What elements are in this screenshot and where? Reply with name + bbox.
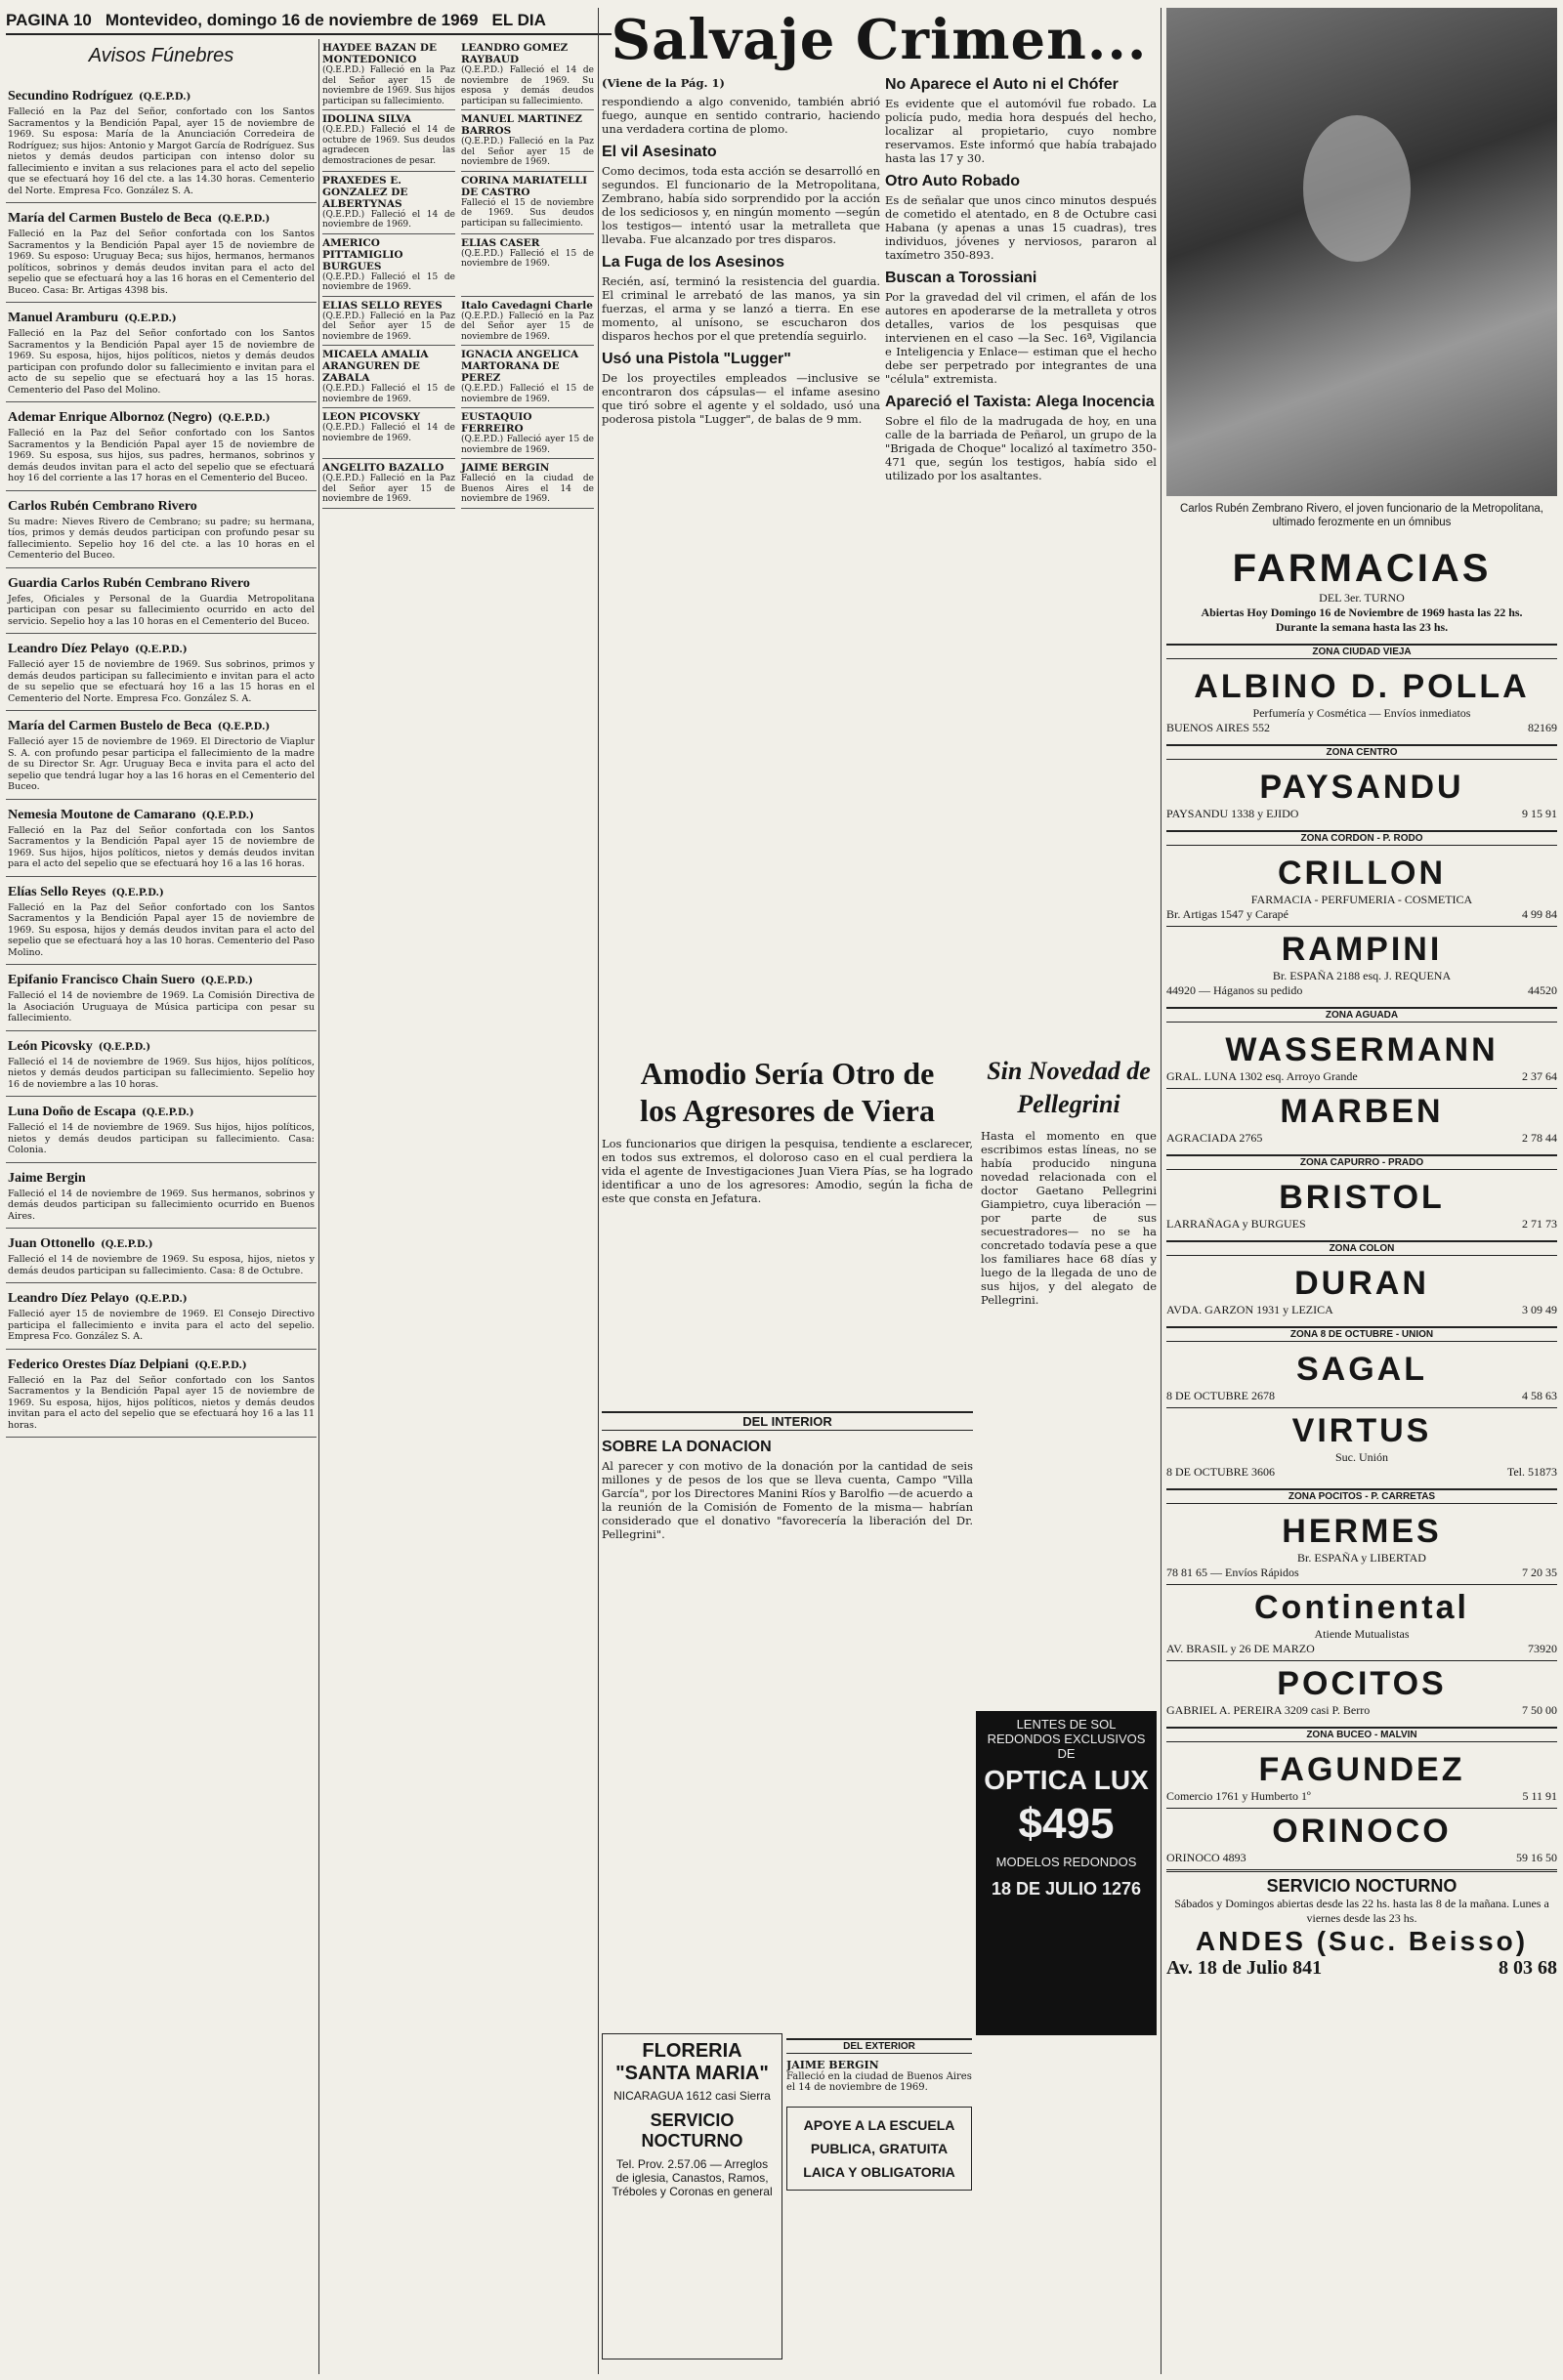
rip-tag: (Q.E.P.D.) (124, 313, 177, 324)
zone-label: ZONA CIUDAD VIEJA (1166, 644, 1557, 659)
nocturno-box (1166, 1869, 1557, 1983)
optica-tagline: LENTES DE SOL REDONDOS EXCLUSIVOS DE (987, 1717, 1146, 1761)
amodio-title-2: los Agresores de Viera (640, 1093, 935, 1128)
pharmacy-contact (1166, 1642, 1557, 1656)
obituary-header (8, 572, 315, 592)
small-obituary-notice (322, 110, 455, 172)
floreria-address: NICARAGUA 1612 casi Sierra (613, 2089, 771, 2103)
obituary-text: Falleció en la Paz del Señor confortado con los Santos Sacramentos y la Bendición Papal ayer 15 de noviembre de 1969. Su esposa, hijos y demás deudos invitan para el acto del sepelio que se efectuará hoy a las 10 horas. Cementerio del Paso Molino. (8, 901, 315, 958)
rip-tag: (Q.E.P.D.) (138, 92, 191, 103)
deceased-name: María del Carmen Bustelo de Beca (8, 719, 212, 733)
escuela-ad: APOYE A LA ESCUELA PUBLICA, GRATUITA LAICA Y OBLIGATORIA (786, 2107, 972, 2191)
continued-from: (Viene de la Pág. 1) (602, 76, 725, 90)
pharmacy-subtitle: Br. ESPAÑA y LIBERTAD (1297, 1551, 1426, 1565)
pharmacy-entry (1166, 1261, 1557, 1321)
rip-tag: (Q.E.P.D.) (101, 1239, 153, 1250)
pharmacy-name: MARBEN (1280, 1093, 1444, 1130)
pharmacy-phone: 2 78 44 (1522, 1131, 1557, 1145)
pharmacy-address: 44920 — Háganos su pedido (1166, 983, 1303, 997)
article-paragraph: De los proyectiles empleados —inclusive se encontraron dos cápsulas— el infame asesino que tiró sobre el agente y el soldado, usó una poderosa pistola "Lugger", de balas de 9 mm. (602, 371, 880, 426)
deceased-name: MANUEL MARTINEZ BARROS (461, 113, 582, 137)
obituary-header (8, 1232, 315, 1252)
pharmacy-phone: 7 20 35 (1522, 1566, 1557, 1579)
rip-tag: (Q.E.P.D.) (135, 645, 188, 655)
obituary-text: Falleció el 14 de noviembre de 1969. La Comisión Directiva de la Asociación Uruguaya de Música participa con pesar su fallecimiento. (8, 990, 315, 1023)
rip-tag: (Q.E.P.D.) (98, 1041, 151, 1053)
small-obituary-notice (461, 346, 594, 408)
obituary-header (8, 406, 315, 426)
pharmacy-contact (1166, 721, 1557, 735)
pharmacy-entry (1166, 664, 1557, 739)
paper-name: EL DIA (491, 11, 546, 29)
pharmacy-phone: 2 71 73 (1522, 1217, 1557, 1231)
obituary-notice (6, 402, 317, 491)
pharmacy-name: ORINOCO (1272, 1813, 1452, 1850)
small-obituary-notice (461, 408, 594, 459)
optica-name: OPTICA LUX (984, 1765, 1149, 1795)
pharmacy-contact (1166, 1389, 1557, 1403)
pharmacy-name: DURAN (1294, 1265, 1429, 1302)
zone-label: ZONA BUCEO - MALVIN (1166, 1727, 1557, 1742)
pharmacy-phone: 9 15 91 (1522, 807, 1557, 820)
obituary-text: Falleció ayer 15 de noviembre de 1969. El Directorio de Viaplur S. A. con profundo pesar participa el fallecimiento de la madre de su Director Sr. Agr. Uruguay Beca e invita para el acto del sepelio que tendrá lugar hoy a las 16 horas en el Cementerio del Buceo. (8, 736, 315, 792)
dateline: Montevideo, domingo 16 de noviembre de 1969 (105, 11, 479, 29)
zone-label: ZONA 8 DE OCTUBRE - UNION (1166, 1326, 1557, 1342)
pharmacy-contact (1166, 1789, 1557, 1804)
pharmacy-entry (1166, 926, 1557, 1002)
obituary-header (8, 85, 315, 104)
article-paragraph: Sobre el filo de la madrugada de hoy, en una calle de la barriada de Peñarol, un grupo de la "Brigada de Choque" localizó al taxímetro 350-471 que, según los testigos, había sido el utilizado por los asaltantes. (885, 414, 1157, 482)
obituary-notice (6, 711, 317, 800)
deceased-name: ELIAS SELLO REYES (322, 299, 443, 312)
deceased-name: Guardia Carlos Rubén Cembrano Rivero (8, 575, 250, 591)
pharmacy-name: HERMES (1282, 1513, 1442, 1550)
rip-tag: (Q.E.P.D.) (194, 1359, 247, 1371)
pharmacy-list (1166, 644, 1557, 1869)
obituary-notice (6, 1163, 317, 1230)
obituary-header (8, 1354, 315, 1373)
rip-tag: (Q.E.P.D.) (201, 810, 254, 821)
obituary-text: (Q.E.P.D.) Falleció el 14 de noviembre de 1969. (322, 423, 455, 443)
pharmacy-subtitle: Suc. Unión (1335, 1450, 1388, 1464)
obituary-header (8, 1101, 315, 1120)
pharmacy-phone: 73920 (1528, 1642, 1557, 1655)
obituary-header (8, 804, 315, 823)
exterior-text: Falleció en la ciudad de Buenos Aires el 14 de noviembre de 1969. (786, 2071, 972, 2093)
bottom-ads (602, 1717, 1157, 2359)
pharmacy-name: SAGAL (1296, 1351, 1427, 1388)
obituary-text: (Q.E.P.D.) Falleció en la Paz del Señor ayer 15 de noviembre de 1969. (322, 474, 455, 504)
column-rule (1161, 8, 1162, 2374)
obituary-notice (6, 303, 317, 402)
small-obituary-notice (461, 234, 594, 297)
main-headline: Salvaje Crimen... (611, 8, 1148, 72)
deceased-name: ELIAS CASER (461, 236, 540, 249)
pharmacy-phone: Tel. 51873 (1506, 1465, 1557, 1479)
deceased-name: JAIME BERGIN (461, 462, 550, 474)
andes-name: ANDES (Suc. Beisso) (1195, 1926, 1529, 1956)
rip-tag: (Q.E.P.D.) (111, 887, 164, 898)
obituary-notice (6, 634, 317, 711)
pharmacy-name: ALBINO D. POLLA (1194, 668, 1530, 705)
floreria-ad (602, 2033, 782, 2359)
obituary-text: Falleció el 14 de noviembre de 1969. Su esposa, hijos, nietos y demás deudos participan su fallecimiento. Casa: 8 de Octubre. (8, 1254, 315, 1276)
deceased-name: AMERICO PITTAMIGLIO BURGUES (322, 236, 403, 272)
pharmacy-address: GABRIEL A. PEREIRA 3209 casi P. Berro (1166, 1703, 1371, 1717)
obituaries-title: Avisos Fúnebres (88, 45, 234, 66)
zone-label: ZONA CENTRO (1166, 744, 1557, 760)
pharmacy-address: PAYSANDU 1338 y EJIDO (1166, 807, 1299, 820)
pharmacy-contact (1166, 907, 1557, 922)
pharmacy-address: AV. BRASIL y 26 DE MARZO (1166, 1642, 1315, 1655)
small-obituary-notice (322, 172, 455, 234)
deceased-name: Italo Cavedagni Charle (461, 299, 593, 312)
farmacias-info-2: Durante la semana hasta las 23 hs. (1275, 620, 1449, 634)
exterior-section (786, 2033, 972, 2346)
obituary-text: (Q.E.P.D.) Falleció el 14 de noviembre de 1969. Su esposa y demás deudos participan su fallecimiento. (461, 65, 594, 106)
obituary-header (8, 307, 315, 326)
photo-caption: Carlos Rubén Zembrano Rivero, el joven funcionario de la Metropolitana, ultimado ferozmente en un ómnibus (1179, 503, 1544, 528)
pharmacy-entry (1166, 1660, 1557, 1722)
interior-text: Al parecer y con motivo de la donación por la cantidad de seis millones y de pesos de los que se lleva cuenta, Campo "Villa García", por los Directores Manini Ríos y Barolfio —de acuerdo a la reunión de la Comisión de Fomento de la misma— habrían considerado que el donativo "favorecería la liberación del Dr. Pellegrini". (602, 1459, 973, 1541)
pharmacy-entry (1166, 1088, 1557, 1149)
pharmacy-address: ORINOCO 4893 (1166, 1851, 1246, 1864)
subhead-torossiani: Buscan a Torossiani (885, 270, 1037, 286)
pellegrini-article (981, 1055, 1157, 1602)
interior-title: DEL INTERIOR (602, 1411, 973, 1431)
obituary-header (8, 638, 315, 657)
pharmacy-entry (1166, 851, 1557, 926)
article-lead: respondiendo a algo convenido, también abrió fuego, aunque en sentido contrario, haciendo una verdadera cortina de plomo. (602, 95, 880, 136)
deceased-name: Carlos Rubén Cembrano Rivero (8, 498, 197, 514)
small-obituary-notice (461, 297, 594, 347)
andes-phone: 8 03 68 (1499, 1957, 1557, 1979)
obituary-header (8, 1287, 315, 1307)
deceased-name: Elías Sello Reyes (8, 884, 106, 899)
deceased-name: MICAELA AMALIA ARANGUREN DE ZABALA (322, 349, 429, 384)
deceased-name: María del Carmen Bustelo de Beca (8, 211, 212, 226)
pharmacy-name: VIRTUS (1291, 1412, 1432, 1449)
pharmacy-phone: 44520 (1528, 983, 1557, 997)
pharmacy-phone: 59 16 50 (1516, 1851, 1557, 1864)
rip-tag: (Q.E.P.D.) (217, 214, 271, 225)
interior-section (602, 1406, 973, 1992)
article-paragraph: Por la gravedad del vil crimen, el afán de los autores en apoderarse de la metralleta y otros detalles, varios de los pesquisas que intervienen en el caso —la Sec. 16ª, Vigilancia e Inteligencia y Enlace— estiman que el hecho debe ser perpetrado por integrantes de una "célula" extremista. (885, 290, 1157, 386)
column-rule (598, 8, 599, 2374)
zone-label: ZONA CAPURRO - PRADO (1166, 1154, 1557, 1170)
deceased-name: LEANDRO GOMEZ RAYBAUD (461, 42, 569, 65)
deceased-name: Juan Ottonello (8, 1236, 96, 1251)
pharmacy-contact (1166, 1131, 1557, 1146)
small-notices-grid (322, 39, 594, 509)
pharmacy-entry (1166, 1509, 1557, 1584)
pharmacy-phone: 5 11 91 (1522, 1789, 1557, 1803)
pharmacy-name: CRILLON (1277, 855, 1447, 892)
pharmacy-phone: 7 50 00 (1522, 1703, 1557, 1717)
obituary-text: (Q.E.P.D.) Falleció en la Paz del Señor ayer 15 de noviembre de 1969. (322, 311, 455, 342)
farmacias-title: FARMACIAS (1232, 547, 1492, 590)
obituary-header (8, 1035, 315, 1055)
deceased-name: HAYDEE BAZAN DE MONTEDONICO (322, 42, 438, 65)
obituary-notice (6, 1283, 317, 1350)
rip-tag: (Q.E.P.D.) (218, 413, 271, 424)
amodio-title-1: Amodio Sería Otro de (640, 1056, 935, 1091)
obituary-text: Falleció en la Paz del Señor confortada con los Santos Sacramentos y la Bendición Papal ayer 15 de noviembre de 1969. Sus hijos, hijos políticos, nietos y demás deudos invitan para el acto del sepelio que se efectuará hoy 16 a las 16 horas. (8, 824, 315, 869)
subhead-vil-asesinato: El vil Asesinato (602, 144, 717, 160)
small-obituary-notice (322, 408, 455, 459)
obituary-text: (Q.E.P.D.) Falleció en la Paz del Señor ayer 15 de noviembre de 1969. (461, 137, 594, 167)
small-obituary-notice (322, 297, 455, 347)
obituary-notice (6, 568, 317, 635)
obituary-notice (6, 203, 317, 303)
pharmacy-address: LARRAÑAGA y BURGUES (1166, 1217, 1306, 1231)
obituary-notice (6, 877, 317, 966)
pharmacy-address: 8 DE OCTUBRE 3606 (1166, 1465, 1275, 1479)
pharmacy-phone: 3 09 49 (1522, 1303, 1557, 1316)
optica-address: 18 DE JULIO 1276 (991, 1879, 1142, 1899)
pharmacy-contact (1166, 1566, 1557, 1580)
exterior-name: JAIME BERGIN (786, 2059, 879, 2071)
obituary-notice (6, 1097, 317, 1163)
article-paragraph: Es de señalar que unos cinco minutos después de cometido el atentado, en 8 de Octubre casi Habana (y apenas a unas 15 cuadras), tres individuos, jóvenes y nerviosos, pararon al taxímetro 350-893. (885, 193, 1157, 262)
interior-subhead: SOBRE LA DONACION (602, 1439, 772, 1455)
pharmacy-contact (1166, 1069, 1557, 1084)
floreria-phone: Tel. Prov. 2.57.06 — Arreglos de iglesia, Canastos, Ramos, Tréboles y Coronas en general (612, 2157, 773, 2198)
zone-label: ZONA CORDON - P. RODO (1166, 830, 1557, 846)
obituary-notice (6, 800, 317, 877)
exterior-title: DEL EXTERIOR (786, 2038, 972, 2054)
deceased-name: CORINA MARIATELLI DE CASTRO (461, 174, 588, 198)
pharmacy-subtitle: Br. ESPAÑA 2188 esq. J. REQUENA (1272, 969, 1452, 982)
pharmacy-name: Continental (1254, 1589, 1469, 1626)
pharmacy-address: Comercio 1761 y Humberto 1º (1166, 1789, 1311, 1803)
floreria-service: SERVICIO NOCTURNO (641, 2110, 743, 2150)
small-obituary-notice (322, 346, 455, 408)
deceased-name: Leandro Díez Pelayo (8, 1291, 130, 1306)
pharmacy-name: RAMPINI (1281, 931, 1443, 968)
obituary-text: Falleció ayer 15 de noviembre de 1969. El Consejo Directivo participa el fallecimiento e invita para el acto del sepelio. Empresa Fco. González S. A. (8, 1309, 315, 1342)
zone-label: ZONA POCITOS - P. CARRETAS (1166, 1488, 1557, 1504)
andes-address: Av. 18 de Julio 841 (1166, 1957, 1323, 1979)
pharmacy-contact (1166, 807, 1557, 821)
small-obituary-notice (461, 110, 594, 172)
farmacias-info-1: Abiertas Hoy Domingo 16 de Noviembre de 1969 hasta las 22 hs. (1201, 605, 1523, 619)
pharmacy-phone: 2 37 64 (1522, 1069, 1557, 1083)
obituary-notice (6, 491, 317, 568)
pharmacy-address: BUENOS AIRES 552 (1166, 721, 1271, 734)
pharmacy-name: BRISTOL (1279, 1179, 1445, 1216)
amodio-article (602, 1055, 973, 1387)
pharmacy-subtitle: FARMACIA - PERFUMERIA - COSMETICA (1250, 893, 1473, 906)
deceased-name: León Picovsky (8, 1038, 93, 1054)
obituary-notice (6, 1031, 317, 1098)
pharmacy-contact (1166, 1217, 1557, 1232)
deceased-name: Federico Orestes Díaz Delpiani (8, 1357, 190, 1372)
article-paragraph: Recién, así, terminó la resistencia del guardia. El criminal le arrebató de las manos, ya sin fuerzas, el arma y se lanzó a tierra. En ese momento, al unísono, se escucharon dos disparos hechos por el que pretendía seguirlo. (602, 274, 880, 343)
pharmacy-phone: 82169 (1528, 721, 1557, 734)
article-column-left (602, 76, 880, 1053)
optica-ad (976, 1711, 1157, 2035)
obituary-text: (Q.E.P.D.) Falleció el 15 de noviembre de 1969. (461, 384, 594, 404)
obituary-header (8, 207, 315, 227)
pellegrini-title: Sin Novedad de Pellegrini (987, 1057, 1151, 1118)
obituary-text: Falleció en la Paz del Señor confortada con los Santos Sacramentos y la Bendición Papal ayer 15 de noviembre de 1969. Su esposo: Uruguay Beca; sus hijos, hermanos, hermanos políticos, sobrinos y demás deudos invitan para el acto del sepelio que se efectuará hoy a las 16 horas en el Cementerio del Buceo. Casa: Br. Artigas 4398 bis. (8, 229, 315, 296)
pharmacy-entry (1166, 1175, 1557, 1235)
optica-models: MODELOS REDONDOS (995, 1855, 1137, 1869)
subhead-otro-auto: Otro Auto Robado (885, 173, 1021, 189)
article-paragraph: Es evidente que el automóvil fue robado. La policía pudo, media hora después del hecho, localizar al propietario, cuyo nombre reservamos. Este informó que había trabajado hasta las 17 y 30. (885, 97, 1157, 165)
floreria-name: FLORERIA "SANTA MARIA" (615, 2040, 769, 2084)
deceased-name: LEON PICOVSKY (322, 411, 420, 423)
obituary-notice (6, 965, 317, 1031)
farmacias-turno: DEL 3er. TURNO (1319, 591, 1405, 605)
deceased-name: PRAXEDES E. GONZALEZ DE ALBERTYNAS (322, 174, 408, 210)
small-obituary-notice (461, 459, 594, 509)
deceased-name: EUSTAQUIO FERREIRO (461, 411, 532, 435)
pharmacy-name: PAYSANDU (1259, 769, 1464, 806)
obituary-text: (Q.E.P.D.) Falleció el 15 de noviembre de 1969. (461, 248, 594, 269)
page-header (6, 8, 612, 35)
small-obituary-notice (322, 234, 455, 297)
subhead-fuga: La Fuga de los Asesinos (602, 254, 785, 271)
obituary-text: Falleció en la Paz del Señor, confortado con los Santos Sacramentos y la Bendición Papal, ayer 15 de noviembre de 1969. Su esposa: María de la Anunciación Corredeira de Rodríguez; sus hijos: Antonio y Margot García de Rodríguez. Sus nietos y demás deudos participan con intenso dolor su fallecimiento e invitan a sus relaciones para el acto del sepelio que se efectuará hoy 16 del cte. a las 14.30 horas. Cementerio del Norte. Empresa Fco. González S. A. (8, 106, 315, 196)
obituary-text: (Q.E.P.D.) Falleció en la Paz del Señor ayer 15 de noviembre de 1969. Sus hijos participan su fallecimiento. (322, 65, 455, 106)
rip-tag: (Q.E.P.D.) (200, 976, 253, 986)
nocturno-text: Sábados y Domingos abiertas desde las 22 hs. hasta las 8 de la mañana. Lunes a viernes desde las 23 hs. (1174, 1897, 1549, 1925)
obituary-text: Falleció en la ciudad de Buenos Aires el 14 de noviembre de 1969. (461, 474, 594, 504)
obituary-text: Su madre: Nieves Rivero de Cembrano; su padre; su hermana, tíos, primos y demás deudos participan con profundo pesar su fallecimiento. Sepelio hoy 16 del cte. a las 10 horas en el Cementerio del Buceo. (8, 516, 315, 561)
small-obituary-notice (461, 39, 594, 110)
obituary-text: Falleció el 14 de noviembre de 1969. Sus hermanos, sobrinos y demás deudos participan su fallecimiento ocurrido en Buenos Aires. (8, 1188, 315, 1222)
small-obituary-notice (322, 39, 455, 110)
zone-label: ZONA COLON (1166, 1240, 1557, 1256)
obituary-notice (6, 1229, 317, 1283)
deceased-name: Ademar Enrique Albornoz (Negro) (8, 410, 213, 425)
pharmacy-entry (1166, 1808, 1557, 1869)
pharmacy-address: Br. Artigas 1547 y Carapé (1166, 907, 1288, 921)
rip-tag: (Q.E.P.D.) (142, 1107, 194, 1118)
obituary-header (8, 715, 315, 734)
subhead-taxista: Apareció el Taxista: Alega Inocencia (885, 394, 1155, 410)
pharmacy-name: POCITOS (1277, 1665, 1447, 1702)
pellegrini-text: Hasta el momento en que escribimos estas líneas, no se había producido ninguna novedad relacionada con el doctor Gaetano Pellegrini Giampietro, cuya liberación —por parte de sus secuestradores— no se ha concretado todavía pese a que los familiares hace 68 días y luego de la llegada de uno de sus hijos, y del alegato de Pellegrini. (981, 1129, 1157, 1307)
deceased-name: ANGELITO BAZALLO (322, 462, 444, 474)
obituary-text: (Q.E.P.D.) Falleció el 14 de octubre de 1969. Sus deudos agradecen las demostraciones de pesar. (322, 125, 455, 166)
pharmacy-entry (1166, 1347, 1557, 1407)
deceased-name: IGNACIA ANGELICA MARTORANA DE PEREZ (461, 349, 579, 384)
article-column-right (885, 76, 1157, 1053)
pharmacy-entry (1166, 1027, 1557, 1088)
obituary-header (8, 495, 315, 515)
pharmacy-entry (1166, 765, 1557, 825)
victim-photo (1166, 8, 1557, 496)
pharmacy-entry (1166, 1747, 1557, 1808)
obituary-text: Jefes, Oficiales y Personal de la Guardia Metropolitana participan con pesar su fallecimiento ocurrido en acto del servicio. Sepelio hoy a las 10 horas en el Cementerio del Buceo. (8, 593, 315, 627)
pharmacy-entry (1166, 1584, 1557, 1660)
pharmacy-address: AVDA. GARZON 1931 y LEZICA (1166, 1303, 1333, 1316)
deceased-name: Secundino Rodríguez (8, 89, 133, 104)
rip-tag: (Q.E.P.D.) (217, 722, 271, 732)
deceased-name: Epifanio Francisco Chain Suero (8, 973, 195, 987)
deceased-name: IDOLINA SILVA (322, 113, 411, 125)
pharmacy-address: AGRACIADA 2765 (1166, 1131, 1263, 1145)
obituary-header (8, 881, 315, 900)
page-number: PAGINA 10 (6, 11, 92, 29)
pharmacy-contact (1166, 1703, 1557, 1718)
pharmacy-name: WASSERMANN (1225, 1031, 1499, 1068)
obituary-text: Falleció el 15 de noviembre de 1969. Sus deudos participan su fallecimiento. (461, 197, 594, 229)
obituary-text: Falleció en la Paz del Señor confortado con los Santos Sacramentos y la Bendición Papal ayer 15 de noviembre de 1969. Su esposa, hijos, hijos políticos, nietos y demás deudos participan con profundo dolor su fallecimiento e invitan para el acto de su sepelio que se efectuará hoy a las 15 horas. Cementerio del Paso del Molino. (8, 328, 315, 396)
pharmacy-subtitle: Atiende Mutualistas (1314, 1627, 1410, 1641)
obituaries-column (6, 39, 317, 2373)
obituary-notice (6, 1350, 317, 1439)
obituary-notice (6, 81, 317, 203)
obituary-text: (Q.E.P.D.) Falleció en la Paz del Señor ayer 15 de noviembre de 1969. (461, 311, 594, 342)
deceased-name: Luna Doño de Escapa (8, 1105, 137, 1119)
obituary-text: Falleció ayer 15 de noviembre de 1969. Sus sobrinos, primos y demás deudos participan su fallecimiento e invitan para el acto de su sepelio que se efectuará hoy 16 a las 15 horas en el Cementerio del Norte. Empresa Fco. González S. A. (8, 659, 315, 704)
amodio-text: Los funcionarios que dirigen la pesquisa, tendiente a esclarecer, en todos sus extremos, el doloroso caso en el cual perdiera la vida el agente de Investigaciones Juan Viera Pías, se ha logrado identificar a uno de los agresores: Amodio, según la ficha de este que consta en Jefatura. (602, 1137, 973, 1205)
pharmacy-contact (1166, 983, 1557, 998)
pharmacy-address: GRAL. LUNA 1302 esq. Arroyo Grande (1166, 1069, 1358, 1083)
obituary-text: (Q.E.P.D.) Falleció ayer 15 de noviembre de 1969. (461, 435, 594, 455)
pharmacy-phone: 4 58 63 (1522, 1389, 1557, 1402)
article-paragraph: Como decimos, toda esta acción se desarrolló en segundos. El funcionario de la Metropolitana, Zembrano, había sido sorprendido por la acción de los sediciosos y, en ningún momento —según los testigos— intentó usar la metralleta que llevaba. Fue alcanzado por tres disparos. (602, 164, 880, 246)
obituary-text: (Q.E.P.D.) Falleció el 14 de noviembre de 1969. (322, 209, 455, 230)
subhead-auto: No Aparece el Auto ni el Chófer (885, 76, 1119, 93)
obituary-text: Falleció el 14 de noviembre de 1969. Sus hijos, hijos políticos, nietos y demás deudos participan su fallecimiento. Casa: Colonia. (8, 1122, 315, 1155)
column-rule (318, 39, 319, 2374)
deceased-name: Jaime Bergin (8, 1170, 86, 1186)
farmacias-header (1166, 543, 1557, 639)
pharmacy-contact (1166, 1851, 1557, 1865)
obituary-text: Falleció el 14 de noviembre de 1969. Sus hijos, hijos políticos, nietos y demás deudos participan su fallecimiento. Sepelio hoy 16 de noviembre a las 10 horas. (8, 1056, 315, 1090)
pharmacy-subtitle: Perfumería y Cosmética — Envíos inmediatos (1252, 706, 1471, 720)
pharmacy-address: 8 DE OCTUBRE 2678 (1166, 1389, 1275, 1402)
obituaries-list (6, 81, 317, 1438)
small-notices-column (322, 39, 594, 2031)
right-column (1166, 8, 1557, 2376)
obituary-header (8, 969, 315, 988)
obituary-text: (Q.E.P.D.) Falleció el 15 de noviembre de 1969. (322, 271, 455, 292)
zone-label: ZONA AGUADA (1166, 1007, 1557, 1023)
pharmacy-contact (1166, 1465, 1557, 1480)
pharmacy-phone: 4 99 84 (1522, 907, 1557, 921)
rip-tag: (Q.E.P.D.) (135, 1294, 188, 1305)
small-obituary-notice (461, 172, 594, 234)
obituary-text: Falleció en la Paz del Señor confortado con los Santos Sacramentos y la Bendición Papal ayer 15 de noviembre de 1969. Su esposa, sus hijos, sus padres, hermanos, sobrinos y demás deudos invitan para el acto del sepelio que se efectuará hoy 16 del corriente a las 17 horas en el Cementerio del Buceo. (8, 428, 315, 483)
deceased-name: Nemesia Moutone de Camarano (8, 807, 196, 822)
obituary-text: Falleció en la Paz del Señor confortado con los Santos Sacramentos y la Bendición Papal ayer 15 de noviembre de 1969. Su esposa, hijos, hijos políticos, nietos y demás deudos invitan para el acto del sepelio que se efectuará hoy 16 a las 11 horas. (8, 1374, 315, 1431)
subhead-pistola: Usó una Pistola "Lugger" (602, 351, 791, 367)
obituary-text: (Q.E.P.D.) Falleció el 15 de noviembre de 1969. (322, 384, 455, 404)
small-obituary-notice (322, 459, 455, 509)
pharmacy-address: 78 81 65 — Envíos Rápidos (1166, 1566, 1299, 1579)
nocturno-title: SERVICIO NOCTURNO (1266, 1876, 1457, 1896)
pharmacy-name: FAGUNDEZ (1258, 1751, 1465, 1788)
pharmacy-entry (1166, 1407, 1557, 1483)
obituary-header (8, 1167, 315, 1187)
optica-price: $495 (1018, 1800, 1115, 1848)
deceased-name: Manuel Aramburu (8, 311, 119, 325)
deceased-name: Leandro Díez Pelayo (8, 642, 130, 656)
pharmacy-contact (1166, 1303, 1557, 1317)
